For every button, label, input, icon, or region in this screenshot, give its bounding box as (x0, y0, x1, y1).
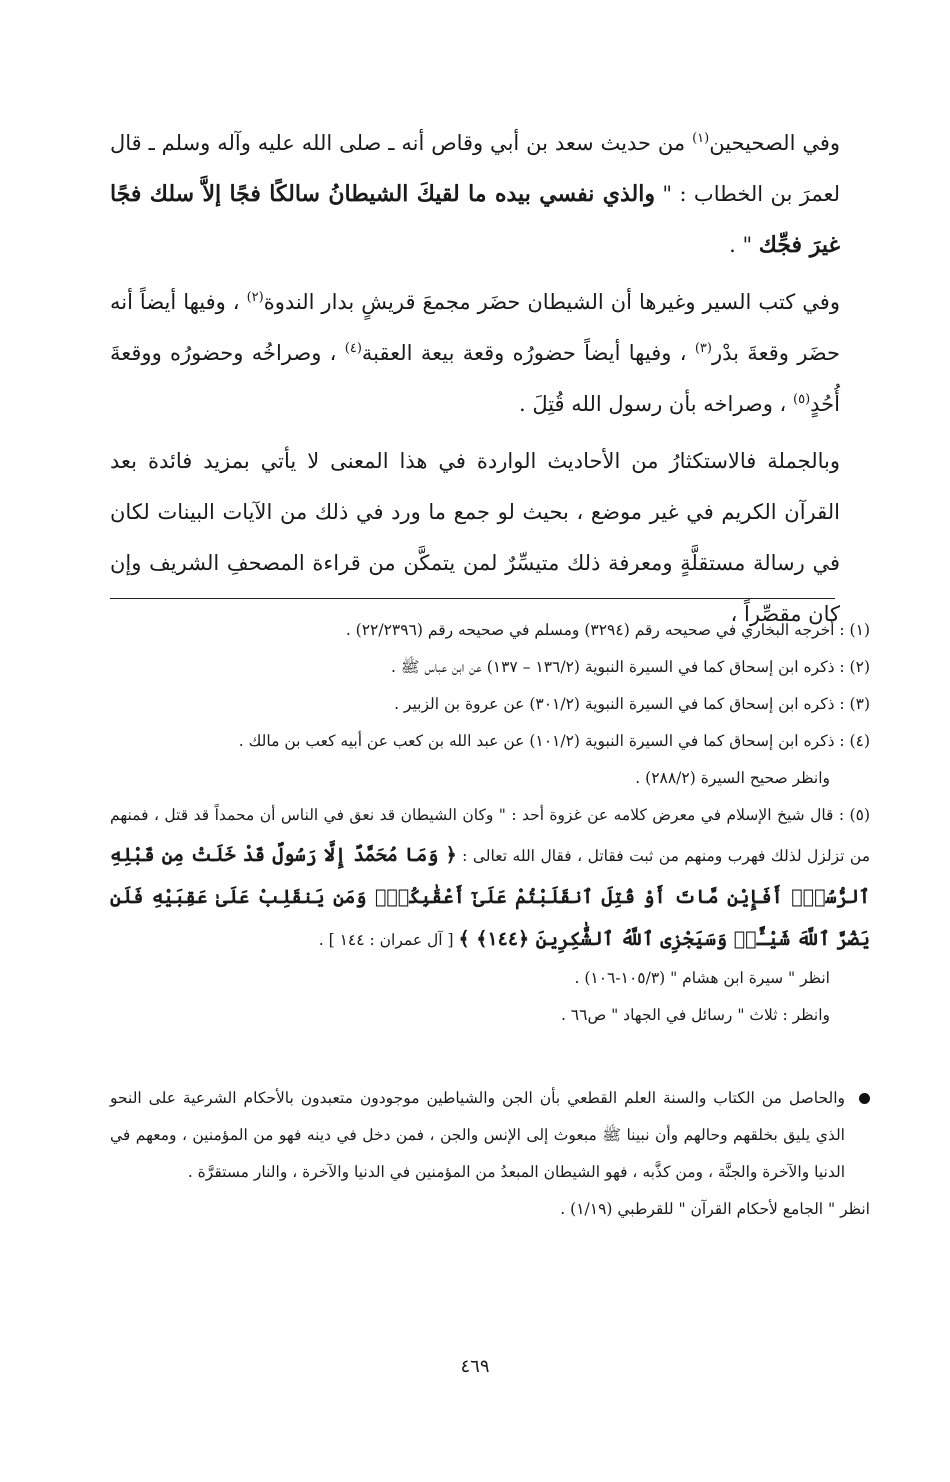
footnote-divider (110, 598, 835, 599)
bullet-icon (859, 1093, 870, 1104)
hadith-quote: والذي نفسي بيده ما لقيكَ الشيطانُ سالكًا فجًا إلاَّ سلك فجًا غيرَ فجِّك (110, 181, 840, 258)
footnote-3: (٣) : ذكره ابن إسحاق كما في السيرة النبوية (٣٠١/٢) عن عروة بن الزبير . (394, 695, 870, 713)
footnote-ref-4: (٤) (344, 341, 362, 356)
summary-reference: انظر " الجامع لأحكام القرآن " للقرطبي (١/١٩) . (560, 1200, 870, 1218)
paragraph-1-middle: من حديث سعد بن أبي وقاص أنه ـ صلى الله عليه وآله وسلم ـ قال لعمرَ بن الخطاب : " (110, 131, 840, 206)
footnote-1: (١) : أخرجه البخاري في صحيحه رقم (٣٢٩٤) ومسلم في صحيحه رقم (٢٢/٢٣٩٦) . (345, 621, 870, 639)
footnote-ref-1: (١) (692, 131, 710, 146)
footnote-4-continued: وانظر صحيح السيرة (٢٨٨/٢) . (635, 769, 830, 787)
paragraph-2-e: ، وصراخه بأن رسول الله قُتِلَ . (518, 392, 794, 416)
summary-bullet-row (110, 1080, 870, 1191)
paragraph-1 (110, 118, 840, 271)
footnote-5-source-1: انظر " سيرة ابن هشام " (١٠٥/٣-١٠٦) . (574, 969, 830, 987)
paragraph-2-a: وفي كتب السير وغيرها أن الشيطان حضَر مجمعَ قريشٍ بدار الندوة (263, 290, 840, 314)
footnote-ref-3: (٣) (694, 341, 712, 356)
footnote-5-source-2: وانظر : ثلاث " رسائل في الجهاد " ص٦٦ . (560, 1006, 830, 1024)
footnote-2: (٢) : ذكره ابن إسحاق كما في السيرة النبوية (١٣٦/٢ – ١٣٧) عن ابن عباس ﷺ . (390, 658, 870, 676)
paragraph-2-c: ، وفيها أيضاً حضورُه وقعة بيعة العقبة (361, 341, 695, 365)
footnotes (110, 612, 870, 1034)
paragraph-2-d: ، وصراخُه وحضورُه ووقعةَ أُحُدٍ (110, 341, 840, 416)
main-text (110, 118, 840, 640)
summary-text: والحاصل من الكتاب والسنة العلم القطعي بأن الجن والشياطين موجودون متعبدون بالأحكام الشرعية على النحو الذي يليق بخلقهم وحالهم وأن نبينا ﷺ مبعوث إلى الإنس والجن ، فمن دخل في دينه فهو من المؤمنين ، ومعهم في الدنيا والآخرة والجنَّة ، ومن كذَّبه ، فهو الشيطان المبعدُ من المؤمنين في الدنيا والآخرة ، والنار مستقرَّة . (110, 1089, 845, 1181)
paragraph-3: وبالجملة فالاستكثارُ من الأحاديث الواردة في هذا المعنى لا يأتي بمزيد فائدة بعد القرآن الكريم في غير موضع ، بحيث لو جمع ما ورد في ذلك من الآيات البينات لكان في رسالة مستقلَّةٍ ومعرفة ذلك متيسِّرٌ لمن يتمكَّن من قراءة المصحفِ الشريف وإن كان مقصِّراً ، (110, 449, 840, 626)
paragraph-2 (110, 277, 840, 430)
footnote-4: (٤) : ذكره ابن إسحاق كما في السيرة النبوية (١٠١/٢) عن عبد الله بن كعب عن أبيه كعب بن مالك . (238, 732, 870, 750)
verse-reference: [ آل عمران : ١٤٤ ] . (318, 931, 459, 949)
quran-verse: ﴿ وَمَا مُحَمَّدٌ إِلَّا رَسُولٌ قَدْ خَلَتْ مِن قَبْلِهِ ٱلرُّسُلُۚ أَفَإِيْن مَّاتَ أَوْ قُتِلَ ٱنقَلَبْتُمْ عَلَىٰٓ أَعْقَٰبِكُمْۚ وَمَن يَنقَلِبْ عَلَىٰ عَقِبَيْهِ فَلَن يَضُرَّ ٱللَّهَ شَيْـًٔاۗ وَسَيَجْزِى ٱللَّهُ ٱلشَّٰكِرِينَ ﴿١٤٤﴾ ﴾ (110, 844, 870, 950)
footnote-5-text: (٥) : قال شيخ الإسلام في معرض كلامه عن غزوة أحد : " وكان الشيطان قد نعق في الناس أن محمداً قد قتل ، فمنهم من تزلزل لذلك فهرب ومنهم من ثبت فقاتل ، فقال الله تعالى : (110, 806, 871, 865)
page-number: ٤٦٩ (460, 1356, 490, 1377)
paragraph-1-start: وفي الصحيحين (709, 131, 841, 155)
footnote-ref-5: (٥) (793, 392, 811, 407)
paragraph-1-end: " . (729, 233, 759, 257)
summary-note (110, 1080, 870, 1228)
footnote-5 (110, 797, 870, 960)
paragraph-2-b: ، وفيها أيضاً أنه حضَر وقعةَ بدْر (110, 290, 840, 365)
footnote-ref-2: (٢) (246, 290, 264, 305)
